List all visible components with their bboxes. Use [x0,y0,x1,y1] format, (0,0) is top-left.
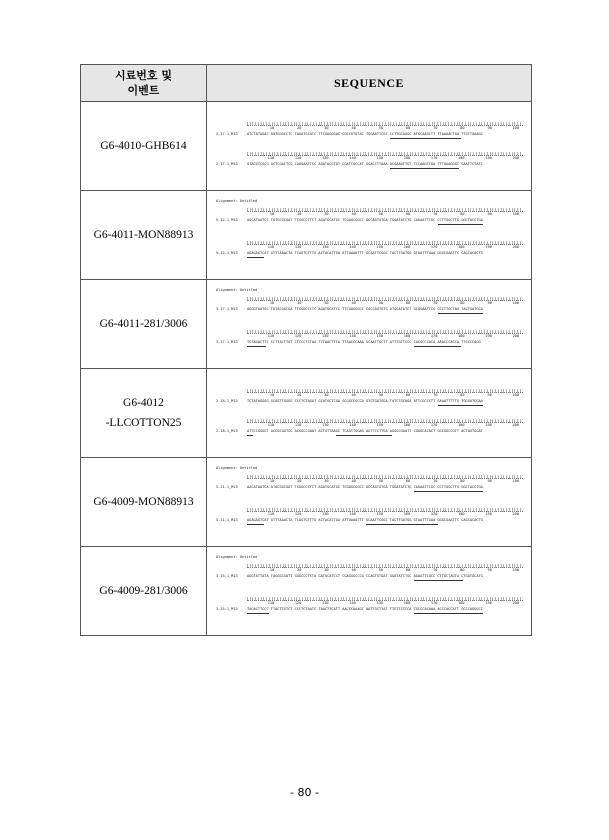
ruler-tick-labels [247,393,523,398]
sequence-underline [414,580,464,581]
ruler-tick-labels [247,212,523,217]
table-row [81,547,531,635]
ruler-tick-label: 140 [349,601,356,605]
ruler-tick-label: 100 [512,479,519,483]
ruler-tick-label: 40 [351,568,356,572]
ruler-tick-label: 110 [267,601,275,605]
ruler-tick-label: 150 [376,245,383,249]
page-number: - 80 - [290,786,319,799]
sequence-underline [390,168,459,169]
alignment-block [207,297,531,319]
header-sample-event [81,65,207,101]
sample-event-label: G6-4011-281/3006 [99,318,188,330]
ruler-tick-labels [247,479,523,484]
ruler-tick-labels [247,245,523,250]
sequence-text: TAGACTTCCC TTACTTGTCT CCCTCTAATC TAACTTCATT AACCCAAAGC AATTGCTTAT TTGTTCCCCA CGCCCACAAA ACCCACCATT GCCCAGGGCC [247,607,483,611]
sequence-underline [414,491,483,492]
alignment-block [207,208,531,230]
header-sequence: SEQUENCE [333,75,405,90]
sequence-line [216,607,528,612]
header-sample-line2: 이벤트 [127,84,160,97]
sequence-alignment-cell [207,280,531,368]
ruler-tick-label: 20 [297,301,302,305]
sequence-underline [414,346,462,347]
ruler-tick-label: 110 [267,334,275,338]
ruler-tick-label: 160 [403,334,411,338]
ruler-tick-label: 170 [430,423,438,427]
sequence-name: 5-12-1_M13 [216,251,238,255]
ruler-tick-labels [247,301,523,306]
alignment-block [207,508,531,530]
ruler-tick-label: 200 [512,423,519,427]
ruler-tick-label: 30 [324,126,329,130]
sequence-text: AGGGTAATGC TATACGGCGA TTGGGCCCTC AGATGCATCC TTCGAGGGCC CGCCAGTGTG ATGGATATCT GCAGAATTCG CCCTTGCTAG TACTGATGCA [247,307,483,311]
ruler-tick-label: 110 [267,156,275,160]
sequence-name: 5-11-1_M13 [216,518,238,522]
sequence-name: 3-15-1_M13 [216,607,238,611]
ruler-tick-label: 190 [485,601,492,605]
sequence-name: 3-15-1_M13 [216,574,238,578]
ruler-tick-label: 140 [349,512,356,516]
ruler-tick-label: 50 [378,301,383,305]
ruler-tick-label: 180 [458,423,465,427]
sequence-name: 2-18-1_M13 [216,399,238,403]
table-row [81,458,531,547]
ruler-tick-label: 60 [405,301,411,305]
ruler-tick-label: 10 [269,212,275,216]
alignment-title: Alignment: Untitled [216,199,258,203]
sequence-table [80,64,532,636]
sequence-line [216,162,528,167]
ruler-tick-label: 20 [297,393,302,397]
sequence-line [216,485,528,490]
sequence-text: AGAGAGTCAT GTTTAAACTA TCAGTGTTTG ACTACATTGA ATTAAAATTT GCAATTCGGC TACTTGATGG GTAATTTGAA GGGCGAATTC CAGCACACTG [247,518,483,522]
sequence-underline [438,405,483,406]
alignment-block [207,597,531,619]
ruler-tick-label: 40 [351,393,356,397]
ruler-tick-label: 20 [297,212,302,216]
sequence-line [216,251,528,256]
sample-event-label: G6-4011-MON88913 [93,229,194,241]
alignment-title: Alignment: Untitled [216,555,258,559]
ruler-tick-label: 70 [433,479,438,483]
sequence-underline [414,613,483,614]
table-header [81,65,531,102]
ruler-tick-label: 10 [269,393,275,397]
table-row [81,102,531,191]
sample-event-label: G6-4009-281/3006 [99,585,188,597]
ruler-tick-label: 100 [512,393,519,397]
sequence-name: 2-18-1_M13 [216,429,238,433]
sequence-name: 3-17-1_M13 [216,340,238,344]
sequence-name: 2-17-1_M13 [216,162,238,166]
alignment-block [207,389,531,411]
ruler-tick-label: 50 [378,568,383,572]
ruler-tick-label: 130 [322,334,329,338]
table-row [81,191,531,280]
ruler-tick-label: 30 [324,393,329,397]
sequence-text: AGCATAATCC TATGCGCGAT TCGGCCCTCT AGATGCATGC TCGAGCGGCC GCCAGTGTGA TGGATATCTG CAGAATTCGC CCTTGGCTTG GGCTACCTGA [247,218,483,222]
ruler-tick-label: 80 [460,212,465,216]
alignment-block [207,122,531,144]
ruler-tick-label: 150 [376,601,383,605]
sequence-alignment-cell [207,191,531,279]
ruler-tick-label: 200 [512,512,519,516]
sequence-text: ATCTATAGAC GATGGGCCTC TAGATGCATC TTCGAGGGAC CGCCGTGTAC TGGAATTCGC CCTTGCAGGC ATGCAAGCTT TTAAAACTGA TTGTTGAAGC [247,132,483,136]
ruler-tick-label: 120 [294,245,302,249]
ruler-tick-label: 130 [322,423,329,427]
sequence-underline [336,435,392,436]
ruler-tick-label: 110 [267,512,275,516]
ruler-tick-label: 40 [351,212,356,216]
alignment-block [207,475,531,497]
ruler-tick-label: 40 [351,479,356,483]
ruler-tick-label: 190 [485,512,492,516]
sequence-text: ATTCCGGGGT ACCGCGGTCG ACGGCCGAAT ACTGTTAAGC TCAGTTGGAG AGTTCCTTGA AGGGCGAATT CGAGCACACT GGCGGCCGTT ACTAGTGGAT [247,429,483,433]
ruler-tick-label: 100 [512,212,519,216]
sequence-text: TCTATAGGGG GCAGTTGGGG CCCTCTAGAT GCATGCTCGA GCGGCCGCCA GTGTGATGGA TATCTGCAGA ATTCGCCCTT GAAATTTTTG TGGGATCGAA [247,399,483,403]
ruler-tick-label: 120 [294,601,302,605]
sequence-name: 5-11-1_M13 [216,485,238,489]
ruler-tick-label: 90 [487,126,492,130]
ruler-tick-label: 70 [433,393,438,397]
ruler-tick-label: 160 [403,156,411,160]
sequence-underline [247,257,264,258]
ruler-tick-label: 50 [378,479,383,483]
ruler-tick-label: 90 [487,212,492,216]
ruler-tick-label: 140 [349,423,356,427]
sample-event-cell [81,280,207,368]
sequence-alignment-cell [207,458,531,546]
ruler-tick-label: 20 [297,126,302,130]
alignment-title: Alignment: Untitled [216,288,258,292]
ruler-tick-label: 200 [512,601,519,605]
ruler-tick-label: 40 [351,126,356,130]
ruler-tick-labels [247,156,523,161]
ruler-tick-label: 50 [378,126,383,130]
sequence-underline [247,346,266,347]
alignment-block [207,152,531,174]
ruler-tick-label: 60 [405,126,411,130]
ruler-tick-label: 60 [405,393,411,397]
ruler-tick-label: 180 [458,512,465,516]
ruler-tick-label: 190 [485,245,492,249]
sequence-name: 3-17-1_M13 [216,307,238,311]
ruler-tick-label: 80 [460,568,465,572]
sequence-line [216,340,528,345]
sequence-underline [366,524,437,525]
ruler-tick-label: 80 [460,126,465,130]
ruler-tick-label: 30 [324,479,329,483]
ruler-tick-label: 170 [430,601,438,605]
ruler-tick-labels [247,423,523,428]
ruler-tick-label: 170 [430,512,438,516]
ruler-tick-label: 10 [269,568,275,572]
ruler-tick-label: 90 [487,301,492,305]
ruler-tick-label: 140 [349,156,356,160]
ruler-tick-label: 130 [322,156,329,160]
ruler-tick-label: 110 [267,245,275,249]
sequence-line [216,307,528,312]
ruler-tick-label: 100 [512,126,519,130]
sequence-text: AGGTATTATA TAGGGCGATT GGGCCCTCTA GATGCATCCT CGAGGGCCCG CCAGTGTGAT GGATATCTGC AGAATTCGCC CTTGCTAGTA CTGATGCATG [247,574,483,578]
ruler-tick-label: 10 [269,301,275,305]
ruler-tick-label: 170 [430,334,438,338]
ruler-tick-label: 190 [485,334,492,338]
ruler-tick-label: 150 [376,423,383,427]
ruler-tick-label: 200 [512,156,519,160]
sequence-text: GTACGTCGCG ACTCGACTCG CAGGAATTCC AGATACGTAT CGATCGCCAT GGACCTTAAA ACGAAGTTGT TCCAAGTCGA TTTGAAGGGC GAATTCTATC [247,162,483,166]
ruler-tick-label: 130 [322,245,329,249]
ruler-tick-label: 130 [322,512,329,516]
ruler-tick-label: 180 [458,156,465,160]
ruler-tick-label: 70 [433,212,438,216]
ruler-tick-label: 190 [485,423,492,427]
ruler-tick-label: 200 [512,334,519,338]
sequence-line [216,518,528,523]
ruler-tick-label: 30 [324,568,329,572]
ruler-tick-labels [247,512,523,517]
sample-event-cell [81,191,207,279]
ruler-tick-label: 120 [294,156,302,160]
ruler-tick-label: 20 [297,568,302,572]
ruler-tick-label: 80 [460,301,465,305]
ruler-tick-label: 130 [322,601,329,605]
ruler-tick-label: 50 [378,212,383,216]
ruler-tick-labels [247,568,523,573]
sample-event-label: G6-4010-GHB614 [100,140,187,152]
ruler-tick-label: 50 [378,393,383,397]
ruler-tick-label: 80 [460,393,465,397]
ruler-tick-label: 150 [376,156,383,160]
header-sample-line1: 시료번호 및 [115,69,172,82]
sequence-underline [438,313,483,314]
ruler-tick-label: 60 [405,212,411,216]
ruler-tick-label: 60 [405,568,411,572]
sample-event-label: -LLCOTTON25 [105,417,182,429]
table-row [81,369,531,458]
sequence-line [216,132,528,137]
alignment-title: Alignment: Untitled [216,466,258,470]
sample-event-cell [81,547,207,635]
sequence-underline [247,613,269,614]
ruler-tick-label: 170 [430,156,438,160]
sequence-underline [390,138,461,139]
sequence-text: TGTAGACTTC CCTTACTTGT CTCCCTCTAA TCTAACTTCA TTAACCCAAA GCAATTGCTT ATTTGTTCCC CACGCCCACA AAACCCACCA TTGCCCAGG [247,340,481,344]
sequence-alignment-cell [207,102,531,190]
ruler-tick-label: 170 [430,245,438,249]
sequence-alignment-cell [207,547,531,635]
ruler-tick-label: 120 [294,334,302,338]
sample-event-cell [81,102,207,190]
ruler-tick-label: 180 [458,334,465,338]
ruler-tick-labels [247,126,523,131]
sample-event-cell [81,369,207,457]
sequence-line [216,399,528,404]
sequence-underline [247,524,264,525]
sample-event-cell [81,458,207,546]
ruler-tick-label: 30 [324,212,329,216]
ruler-tick-label: 180 [458,245,465,249]
ruler-tick-label: 20 [297,479,302,483]
sample-event-label: G6-4009-MON88913 [93,496,194,508]
ruler-tick-label: 100 [512,301,519,305]
ruler-tick-label: 190 [485,156,492,160]
ruler-tick-label: 60 [405,479,411,483]
sequence-text: AACATAATCA ATACGGCGAT TGGGCCCTCT AGATGCATGC TCGAGCGGCC GCCAGTGTGA TGGATATCTG CAGAATTCGC CCTTGGCTTG GGCTACCTGA [247,485,483,489]
alignment-block [207,330,531,352]
ruler-tick-label: 200 [512,245,519,249]
sample-event-label: G6-4012 [123,397,164,409]
ruler-tick-label: 70 [433,301,438,305]
ruler-tick-label: 160 [403,601,411,605]
sequence-underline [438,224,483,225]
ruler-tick-label: 160 [403,512,411,516]
ruler-tick-label: 90 [487,568,492,572]
ruler-tick-labels [247,601,523,606]
sequence-line [216,574,528,579]
ruler-tick-label: 160 [403,245,411,249]
ruler-tick-label: 150 [376,512,383,516]
alignment-block [207,564,531,586]
ruler-tick-label: 180 [458,601,465,605]
ruler-tick-label: 100 [512,568,519,572]
alignment-block [207,241,531,263]
sequence-name: 2-17-1_M13 [216,132,238,136]
ruler-tick-label: 140 [349,245,356,249]
ruler-tick-label: 90 [487,393,492,397]
ruler-tick-label: 10 [269,479,275,483]
ruler-tick-label: 140 [349,334,356,338]
ruler-tick-label: 120 [294,512,302,516]
sequence-name: 5-12-1_M13 [216,218,238,222]
ruler-tick-label: 30 [324,301,329,305]
sequence-alignment-cell [207,369,531,457]
ruler-tick-label: 10 [269,126,275,130]
ruler-tick-label: 90 [487,479,492,483]
ruler-tick-label: 70 [433,568,438,572]
ruler-tick-label: 40 [351,301,356,305]
ruler-tick-label: 110 [267,423,275,427]
ruler-tick-label: 120 [294,423,302,427]
sequence-underline [247,435,253,436]
sequence-text: AGAGAGTCAT GTTTAAACTA TCAGTGTTTG ACTACATTGA ATTAAAATTT GCAATTCGGC TACTTGATGG GTAATTTGAA GGGCGAATTC CAGCACACTG [247,251,483,255]
table-row [81,280,531,369]
ruler-tick-label: 150 [376,334,383,338]
ruler-tick-labels [247,334,523,339]
sequence-line [216,218,528,223]
alignment-block [207,419,531,441]
ruler-tick-label: 160 [403,423,411,427]
ruler-tick-label: 80 [460,479,465,483]
sequence-line [216,429,528,434]
ruler-tick-label: 70 [433,126,438,130]
